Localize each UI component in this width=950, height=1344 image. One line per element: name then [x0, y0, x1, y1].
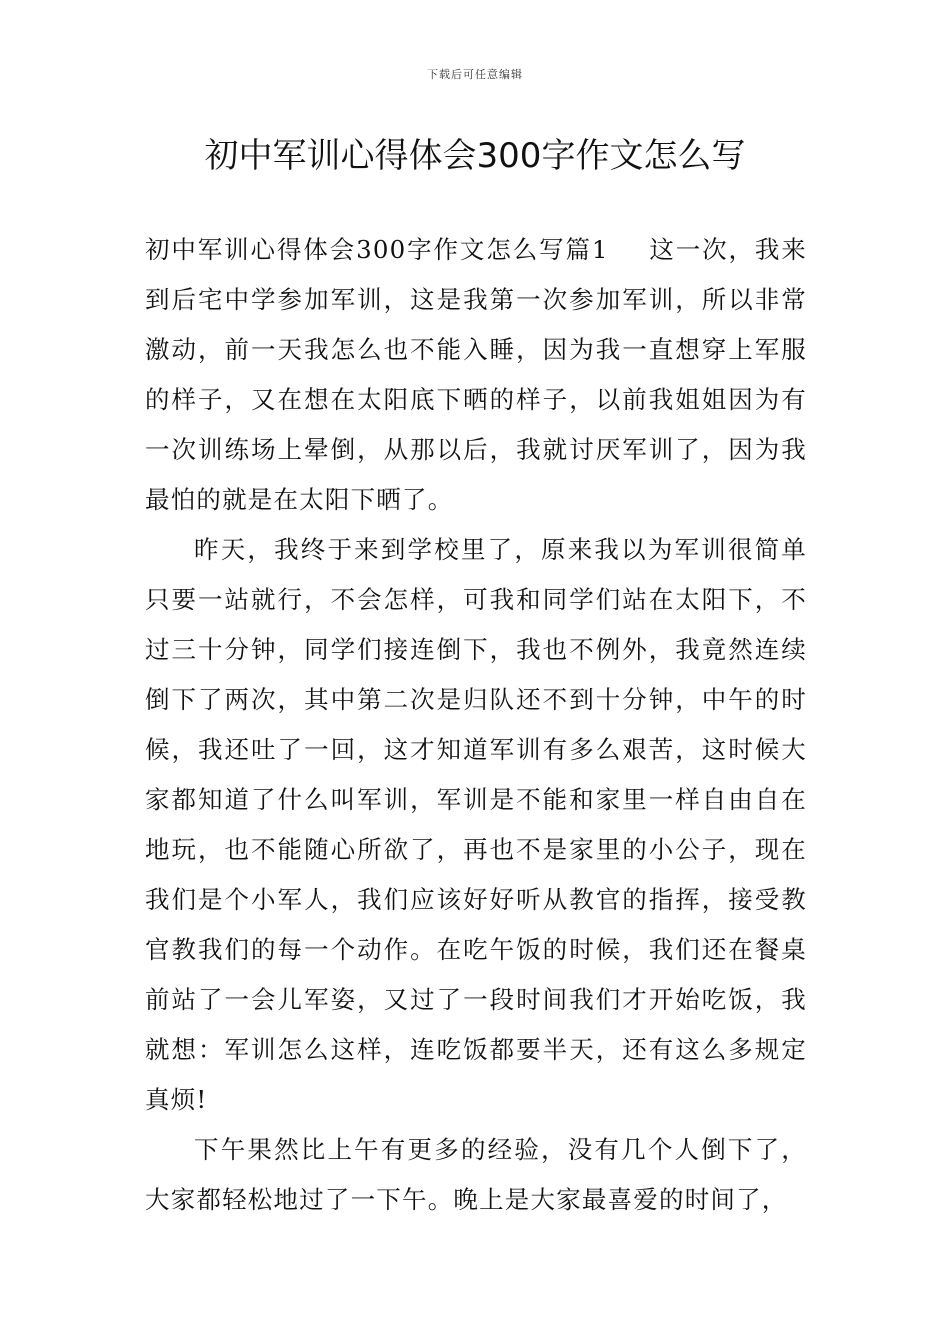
- section-heading: 初中军训心得体会300字作文怎么写篇1: [145, 235, 609, 264]
- paragraph-1-text: 这一次，我来到后宅中学参加军训，这是我第一次参加军训，所以非常激动，前一天我怎么也不能入睡，因为我一直想穿上军服的样子，又在想在太阳底下晒的样子，以前我姐姐因为有一次训练场上晕倒，从那以后，我就讨厌军训了，因为我最怕的就是在太阳下晒了。: [145, 235, 808, 514]
- paragraph-3: 下午果然比上午有更多的经验，没有几个人倒下了，大家都轻松地过了一下午。晚上是大家最喜爱的时间了，: [145, 1135, 807, 1214]
- header-note: 下载后可任意编辑: [427, 68, 523, 81]
- paragraph-1: [145, 225, 807, 525]
- paragraph-2: 昨天，我终于来到学校里了，原来我以为军训很简单只要一站就行，不会怎样，可我和同学们站在太阳下，不过三十分钟，同学们接连倒下，我也不例外，我竟然连续倒下了两次，其中第二次是归队还不到十分钟，中午的时候，我还吐了一回，这才知道军训有多么艰苦，这时候大家都知道了什么叫军训，军训是不能和家里一样自由自在地玩，也不能随心所欲了，再也不是家里的小公子，现在我们是个小军人，我们应该好好听从教官的指挥，接受教官教我们的每一个动作。在吃午饭的时候，我们还在餐桌前站了一会儿军姿，又过了一段时间我们才开始吃饭，我就想：军训怎么这样，连吃饭都要半天，还有这么多规定真烦!: [145, 535, 807, 1114]
- article-body: [145, 225, 807, 1225]
- document-title: 初中军训心得体会300字作文怎么写: [204, 136, 746, 176]
